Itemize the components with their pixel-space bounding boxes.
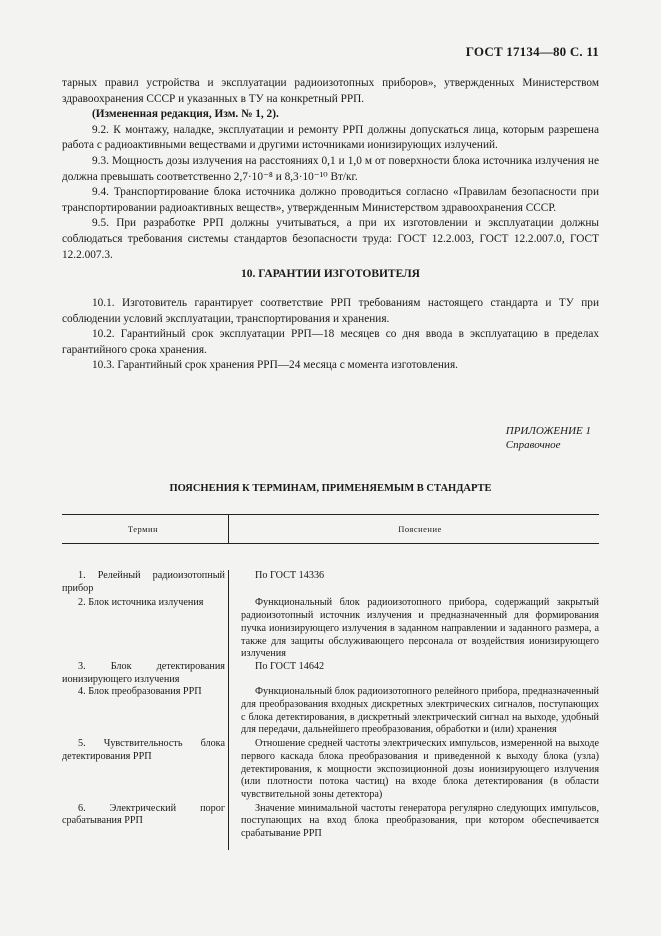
paragraph: 10.2. Гарантийный срок эксплуатации РРП—18 месяцев со дня ввода в эксплуатацию в пределах гарантийного срока хранения. xyxy=(62,328,599,356)
table-header xyxy=(62,514,599,544)
paragraph: 9.2. К монтажу, наладке, эксплуатации и ремонту РРП должны допускаться лица, которым разрешена работа с радиоактивными веществами и другими источниками ионизирующих излучений. xyxy=(62,123,599,152)
table-row xyxy=(62,803,599,841)
explanation-cell: Значение минимальной частоты генератора регулярно следующих импульсов, поступающих на вход блока преобразования, при котором обеспечивается срабатывание РРП xyxy=(241,802,599,840)
explanation-cell: Отношение средней частоты электрических импульсов, измеренной на выходе первого каскада блока преобразования и приведенной к выходу блока (узла) детектирования, к мощности экспозиционной дозы ионизирующего излучения (или плотности потока частиц) на входе блока детектирования (в области чувствительной зоны детектора) xyxy=(241,738,599,800)
section-10-text xyxy=(62,296,599,374)
term-cell: 1. Релейный радиоизотопный прибор xyxy=(62,570,225,594)
explanation-cell: Функциональный блок радиоизотопного релейного прибора, предназначенный для преобразования входных дискретных электрических сигналов, поступающих с блока детектирования, в дискретный электрический сигнал на выходе, удобный для передачи, дальнейшего преобразования, обработки и (или) хранения xyxy=(241,686,599,736)
explanation-cell: Функциональный блок радиоизотопного прибора, содержащий закрытый радиоизотопный источник излучения и предназначенный для формирования пучка ионизирующего излучения в заданном направлении и заданного размера, а также для защиты обслуживающего персонала от воздействия ионизирующего излучения xyxy=(241,597,599,660)
appendix-title: ПОЯСНЕНИЯ К ТЕРМИНАМ, ПРИМЕНЯЕМЫМ В СТАНДАРТЕ xyxy=(169,483,492,494)
page-header: ГОСТ 17134—80 С. 11 xyxy=(465,44,599,59)
paragraph: тарных правил устройства и эксплуатации радиоизотопных приборов», утвержденных Министерством здравоохранения СССР и указанных в ТУ на конкретный РРП. xyxy=(62,77,599,105)
column-divider xyxy=(228,570,229,850)
term-cell: 4. Блок преобразования РРП xyxy=(78,686,202,698)
paragraph: 9.3. Мощность дозы излучения на расстояниях 0,1 и 1,0 м от поверхности блока источника излучения не должна превышать соответственно 2,7·10⁻⁸ и 8,3·10⁻¹⁰ Вт/кг. xyxy=(62,154,599,183)
table-row xyxy=(62,597,599,661)
table-row xyxy=(62,738,599,802)
explanation-cell: По ГОСТ 14336 xyxy=(255,570,325,581)
table-row xyxy=(62,570,599,595)
table-body xyxy=(62,570,599,841)
appendix-type: Справочное xyxy=(505,439,561,451)
section-9-text xyxy=(62,76,599,263)
explanation-cell: По ГОСТ 14642 xyxy=(255,660,325,672)
paragraph: 10.3. Гарантийный срок хранения РРП—24 месяца с момента изготовления. xyxy=(92,359,458,372)
term-cell: 3. Блок детектирования ионизирующего излучения xyxy=(62,660,225,685)
section-10-title: 10. ГАРАНТИИ ИЗГОТОВИТЕЛЯ xyxy=(241,268,420,280)
header-term: Термин xyxy=(62,515,229,543)
table-row xyxy=(62,686,599,737)
term-cell: 5. Чувствительность блока детектирования РРП xyxy=(62,738,225,762)
header-explanation: Пояснение xyxy=(398,523,442,534)
terms-table xyxy=(62,514,599,841)
paragraph: 9.4. Транспортирование блока источника должно проводиться согласно «Правилам безопасности при транспортировании радиоактивных веществ», утвержденным Министерством здравоохранения СССР. xyxy=(62,186,599,214)
table-row xyxy=(62,661,599,686)
term-cell: 6. Электрический порог срабатывания РРП xyxy=(62,802,225,827)
amendment-note: (Измененная редакция, Изм. № 1, 2). xyxy=(92,108,279,121)
appendix-label xyxy=(506,424,591,452)
paragraph: 10.1. Изготовитель гарантирует соответствие РРП требованиям настоящего стандарта и ТУ при соблюдении условий эксплуатации, транспортирования и хранения. xyxy=(62,297,599,325)
appendix-number: ПРИЛОЖЕНИЕ 1 xyxy=(505,425,591,437)
term-cell: 2. Блок источника излучения xyxy=(78,597,204,609)
paragraph: 9.5. При разработке РРП должны учитываться, а при их изготовлении и эксплуатации должны соблюдаться требования системы стандартов безопасности труда: ГОСТ 12.2.003, ГОСТ 12.2.007.0, ГОСТ 12.2.007.3. xyxy=(62,217,599,261)
